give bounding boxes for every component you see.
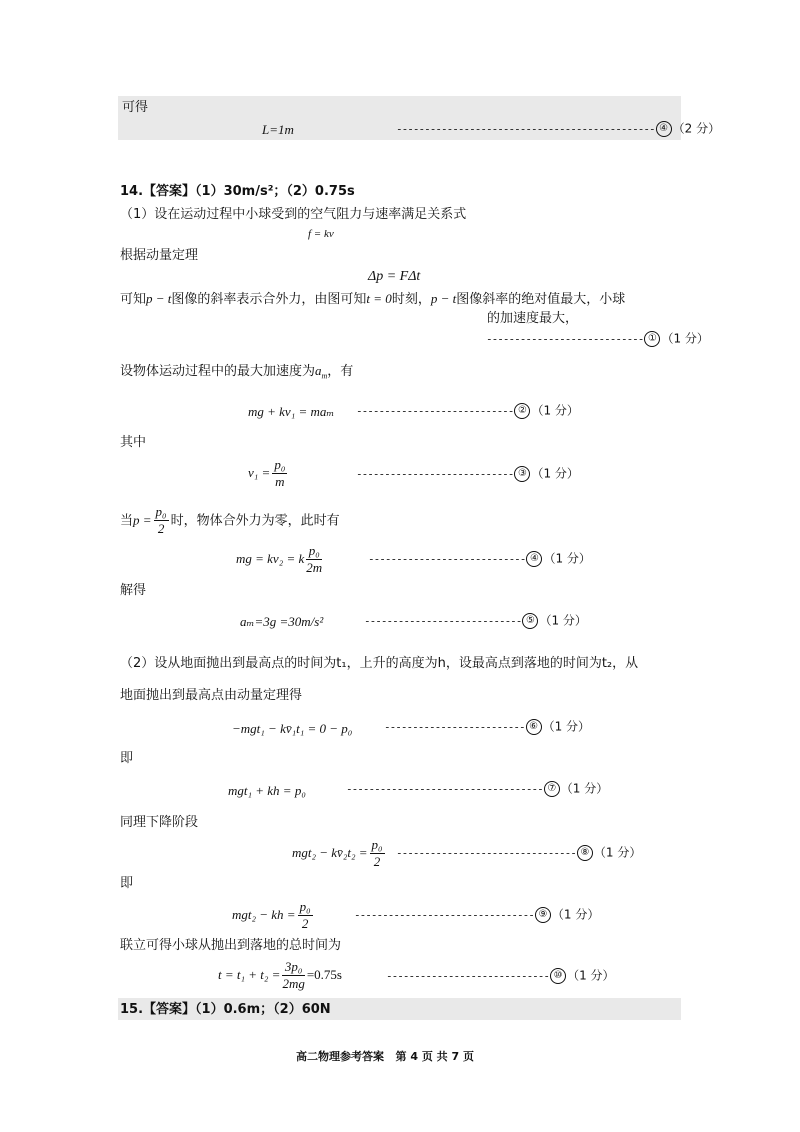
denominator: 2 (301, 916, 309, 932)
eq-impulse: Δp = FΔt (368, 269, 421, 284)
mark-6 (384, 719, 590, 735)
step-marker: ⑩ (550, 968, 566, 984)
points: （1 分） (539, 613, 587, 628)
denominator: m (275, 474, 285, 490)
points: （1 分） (593, 845, 642, 860)
mark-1 (486, 331, 709, 347)
page-footer (296, 1051, 474, 1062)
q14-p1: （1）设在运动过程中小球受到的空气阻力与速率满足关系式 (120, 207, 467, 222)
eq-2: mg + kv₁ = maₘ (248, 404, 335, 419)
fraction (370, 838, 385, 870)
eq-lhs: mgt₂ − kv̄₂t₂ = (292, 844, 368, 860)
step-marker: ⑨ (535, 907, 551, 923)
mark-2 (356, 403, 579, 419)
text: 设物体运动过程中的最大加速度为 (120, 364, 316, 379)
mark-10 (386, 968, 615, 984)
subscript: m (321, 371, 328, 381)
math-inline: p = (133, 512, 152, 528)
points: （1 分） (661, 331, 709, 346)
leader-dashes: ----------------------------- (386, 969, 550, 983)
q14-p7: 解得 (120, 583, 147, 598)
prev-label: 可得 (122, 100, 149, 115)
fraction (282, 960, 304, 992)
q14-p4 (120, 364, 353, 381)
leader-dashes: ---------------------------- (356, 467, 514, 481)
text: 当 (120, 513, 134, 529)
q14-p5: 其中 (120, 435, 147, 450)
points: （1 分） (531, 466, 579, 481)
mark-8 (396, 845, 641, 861)
math-inline (315, 363, 328, 381)
eq-rhs: =0.75s (306, 966, 342, 982)
points: （1 分） (531, 403, 579, 418)
q14-p8: （2）设从地面抛出到最高点的时间为t₁，上升的高度为h，设最高点到落地的时间为t₂，从 (120, 656, 639, 671)
mark-7 (346, 781, 608, 797)
eq-lhs: mg = kv₂ = k (236, 550, 305, 566)
denominator: 2 (157, 521, 165, 537)
step-marker: ② (514, 403, 530, 419)
mark-4 (368, 551, 591, 567)
eq-7: mgt₁ + kh = p₀ (228, 783, 306, 798)
text: 可知 (120, 292, 147, 307)
eq-lhs: t = t₁ + t₂ = (218, 966, 281, 982)
q14-p3 (120, 292, 625, 306)
points: （2 分） (672, 121, 721, 136)
points: （1 分） (560, 781, 609, 796)
q14-p12: 即 (120, 876, 134, 891)
q14-p6 (120, 505, 340, 537)
fraction (154, 505, 169, 537)
q14-p13: 联立可得小球从抛出到落地的总时间为 (120, 938, 342, 953)
eq-8 (292, 838, 387, 870)
mark-5 (364, 613, 587, 629)
eq-10 (218, 960, 342, 992)
denominator: 2 (373, 854, 381, 870)
step-marker: ① (644, 331, 660, 347)
symbol: a (315, 363, 322, 378)
text: ，有 (327, 364, 354, 379)
eq-4 (236, 544, 324, 576)
points: （1 分） (543, 551, 591, 566)
eq-5: aₘ=3g =30m/s² (240, 614, 324, 629)
leader-dashes: -------------------------------- (354, 908, 534, 922)
footer-page-number: 第 4 页 共 7 页 (395, 1050, 474, 1063)
text: 时，物体合外力为零，此时有 (170, 513, 340, 529)
eq-lhs: v₁ = (248, 464, 271, 480)
math-inline: p − t (146, 291, 172, 306)
eq-lhs: mgt₂ − kh = (232, 906, 296, 922)
eq-9 (232, 900, 315, 932)
leader-dashes: ------------------------- (384, 720, 525, 734)
numerator: p₀ (298, 900, 313, 916)
step-marker: ④ (656, 121, 672, 137)
fraction (298, 900, 313, 932)
eq-6: −mgt₁ − kv̄₁t₁ = 0 − p₀ (232, 721, 353, 736)
leader-dashes: ---------------------------------------------- (396, 122, 655, 136)
numerator: p₀ (370, 838, 385, 854)
mark-9 (354, 907, 599, 923)
numerator: p₀ (154, 505, 169, 521)
leader-dashes: ---------------------------- (368, 552, 526, 566)
numerator: 3p₀ (282, 960, 304, 976)
step-marker: ⑧ (577, 845, 593, 861)
q14-p2: 根据动量定理 (120, 248, 199, 263)
step-marker: ③ (514, 466, 530, 482)
q14-title: 14.【答案】（1）30m/s²；（2）0.75s (120, 184, 355, 199)
points: （1 分） (551, 907, 600, 922)
text: 时刻， (391, 292, 431, 307)
mark-3 (356, 466, 579, 482)
text: 图像的斜率表示合外力，由图可知 (171, 292, 367, 307)
q14-p10: 即 (120, 751, 134, 766)
leader-dashes: ----------------------------------- (346, 782, 543, 796)
leader-dashes: -------------------------------- (396, 846, 576, 860)
denominator: 2m (306, 560, 323, 576)
eq-f-kv: f = kv (308, 228, 334, 240)
math-inline: p − t (430, 291, 457, 306)
leader-dashes: ---------------------------- (364, 614, 522, 628)
points: （1 分） (542, 719, 591, 734)
prev-equation: L=1m (262, 122, 294, 137)
fraction (306, 544, 322, 576)
math-inline: t = 0 (366, 291, 392, 306)
numerator: p₀ (272, 458, 287, 474)
eq-3 (248, 458, 289, 490)
step-marker: ⑦ (544, 781, 560, 797)
denominator: 2mg (282, 976, 305, 992)
footer-title: 高二物理参考答案 (296, 1050, 384, 1063)
leader-dashes: ---------------------------- (356, 404, 514, 418)
leader-dashes: ---------------------------- (486, 332, 644, 346)
step-marker: ⑤ (522, 613, 538, 629)
q15-title: 15.【答案】（1）0.6m；（2）60N (120, 1002, 331, 1017)
fraction (272, 458, 287, 490)
q14-p3-cont: 的加速度最大， (487, 311, 579, 326)
points: （1 分） (567, 968, 615, 983)
step-marker: ⑥ (526, 719, 542, 735)
step-marker: ④ (526, 551, 542, 567)
prev-mark (396, 121, 720, 137)
text: 图像斜率的绝对值最大，小球 (456, 292, 626, 307)
q14-p11: 同理下降阶段 (120, 815, 199, 830)
q14-p9: 地面抛出到最高点由动量定理得 (120, 688, 303, 703)
numerator: p₀ (306, 544, 322, 560)
